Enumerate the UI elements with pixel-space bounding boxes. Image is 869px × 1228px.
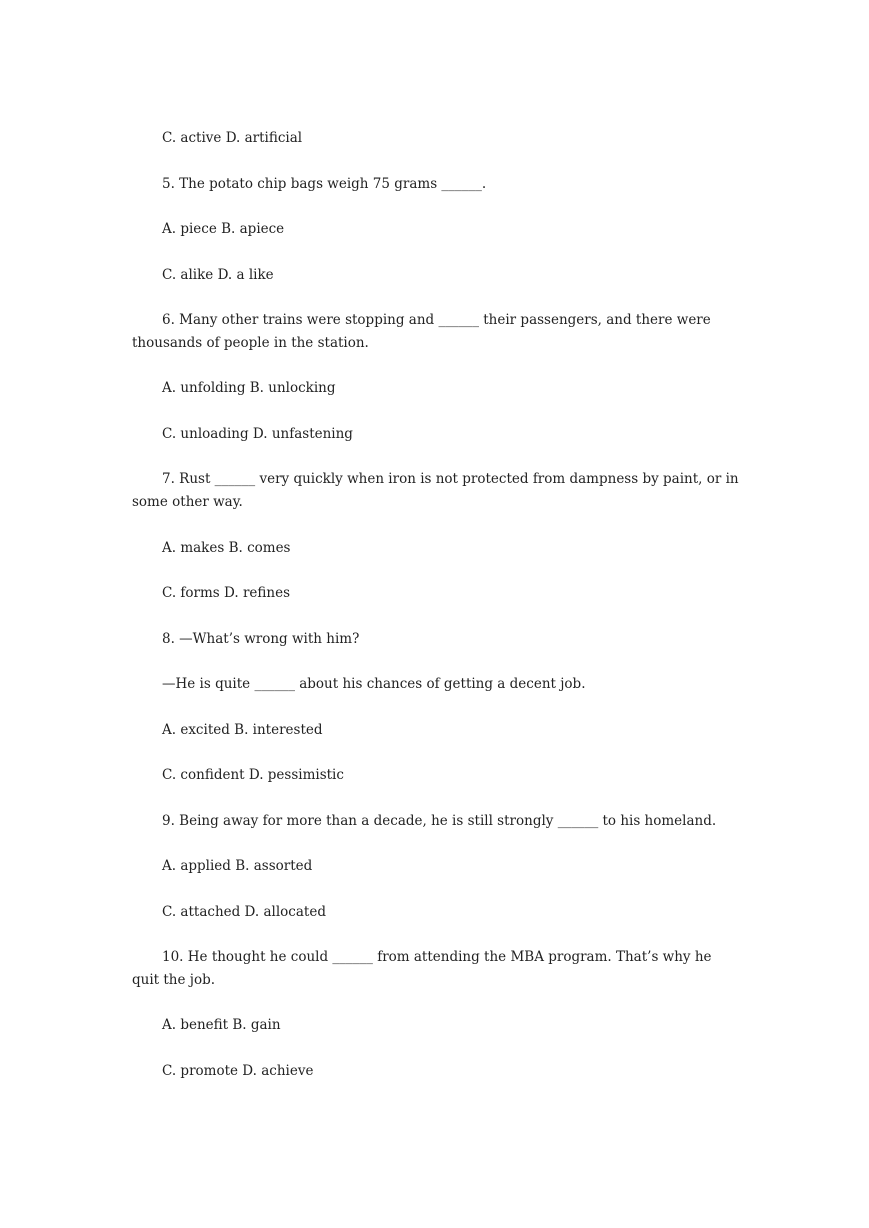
option-line: C. active D. artificial: [162, 130, 303, 146]
option-line: A. excited B. interested: [162, 722, 323, 738]
option-line: C. alike D. a like: [162, 267, 274, 283]
question-line: 5. The potato chip bags weigh 75 grams ______.: [162, 176, 487, 192]
question-line: 7. Rust ______ very quickly when iron is not protected from dampness by paint, or in some other way.: [132, 471, 739, 510]
option-line: C. confident D. pessimistic: [162, 767, 344, 783]
option-line: C. forms D. refines: [162, 585, 291, 601]
option-line: A. applied B. assorted: [162, 858, 313, 874]
question-line: —He is quite ______ about his chances of getting a decent job.: [162, 676, 586, 692]
question-line: 8. —What’s wrong with him?: [162, 631, 360, 647]
option-line: C. unloading D. unfastening: [162, 426, 353, 442]
option-line: A. makes B. comes: [162, 540, 291, 556]
option-line: C. promote D. achieve: [162, 1063, 314, 1079]
option-line: A. piece B. apiece: [162, 221, 285, 237]
question-line: 10. He thought he could ______ from attending the MBA program. That’s why he quit the job.: [132, 949, 712, 988]
question-line: 9. Being away for more than a decade, he is still strongly ______ to his homeland.: [162, 813, 717, 829]
option-line: A. unfolding B. unlocking: [162, 380, 336, 396]
option-line: C. attached D. allocated: [162, 904, 326, 920]
question-line: 6. Many other trains were stopping and ______ their passengers, and there were thousands of people in the station.: [132, 312, 711, 351]
option-line: A. benefit B. gain: [162, 1017, 281, 1033]
